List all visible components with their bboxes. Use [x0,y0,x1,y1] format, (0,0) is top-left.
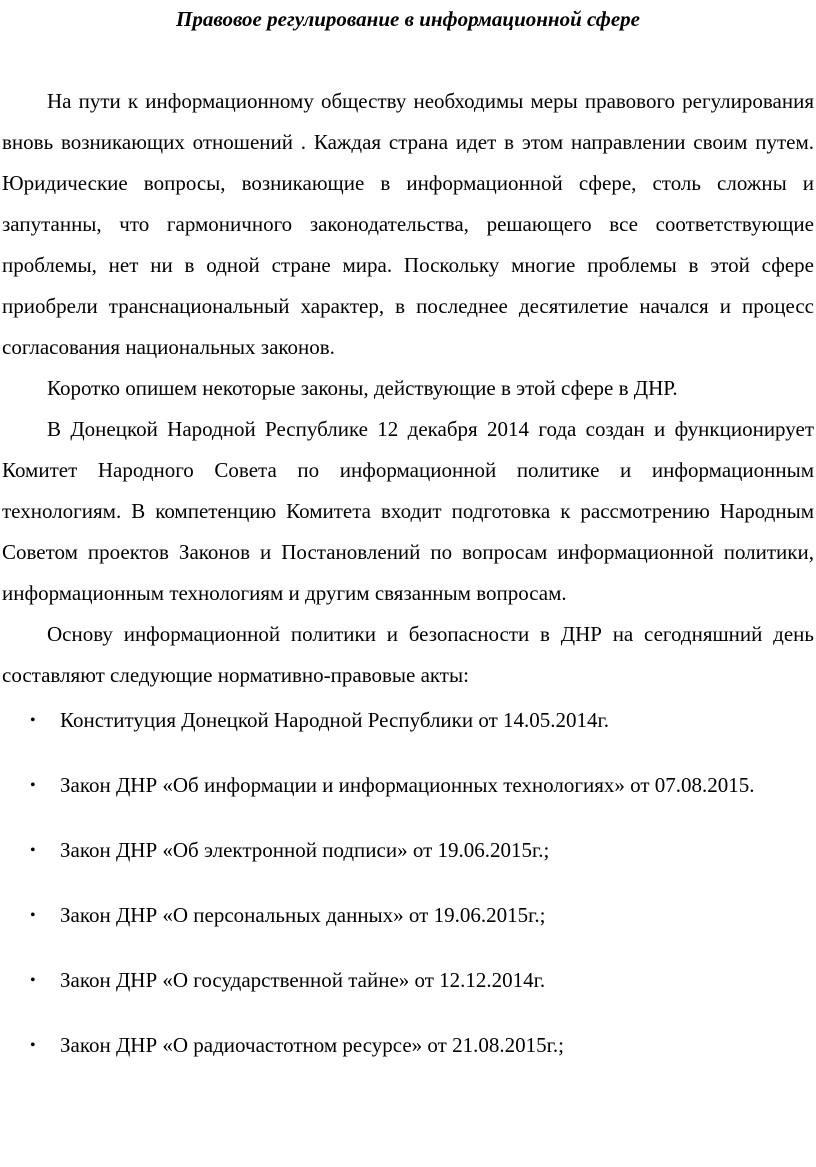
document-title: Правовое регулирование в информационной сфере [176,7,640,31]
list-item-text: Конституция Донецкой Народной Республики от 14.05.2014г. [60,708,610,732]
list-item-text: Закон ДНР «О персональных данных» от 19.06.2015г.; [60,903,546,927]
paragraph-legal-acts: Основу информационной политики и безопасности в ДНР на сегодняшний день составляют следующие нормативно-правовые акты: [2,622,814,687]
bullet-icon: • [30,777,36,794]
list-item [2,895,814,936]
bullet-icon: • [30,842,36,859]
list-item-text: Закон ДНР «Об информации и информационных технологиях» от 07.08.2015. [60,773,755,797]
list-item [2,765,814,806]
bullet-icon: • [30,972,36,989]
list-item-text: Закон ДНР «О государственной тайне» от 12.12.2014г. [60,968,546,992]
list-item [2,960,814,1001]
bullet-icon: • [30,712,36,729]
paragraph-laws-overview: Коротко опишем некоторые законы, действующие в этой сфере в ДНР. [47,376,678,400]
bullet-icon: • [30,907,36,924]
bullet-icon: • [30,1037,36,1054]
list-item [2,1025,814,1066]
list-item-text: Закон ДНР «Об электронной подписи» от 19.06.2015г.; [60,838,550,862]
list-item [2,830,814,871]
paragraph-committee: В Донецкой Народной Республике 12 декабря 2014 года создан и функционирует Комитет Народного Совета по информационной политике и информационным технологиям. В компетенцию Комитета входит подготовка к рассмотрению Народным Советом проектов Законов и Постановлений по вопросам информационной политики, информационным технологиям и другим связанным вопросам. [2,417,814,605]
list-item-text: Закон ДНР «О радиочастотном ресурсе» от 21.08.2015г.; [60,1033,564,1057]
document-page [2,0,814,1090]
paragraph-intro: На пути к информационному обществу необходимы меры правового регулирования вновь возникающих отношений . Каждая страна идет в этом направлении своим путем. Юридические вопросы, возникающие в информационной сфере, столь сложны и запутанны, что гармоничного законодательства, решающего все соответствующие проблемы, нет ни в одной стране мира. Поскольку многие проблемы в этой сфере приобрели транснациональный характер, в последнее десятилетие начался и процесс согласования национальных законов. [2,89,814,359]
list-item [2,700,814,741]
legal-acts-list [2,700,814,1066]
